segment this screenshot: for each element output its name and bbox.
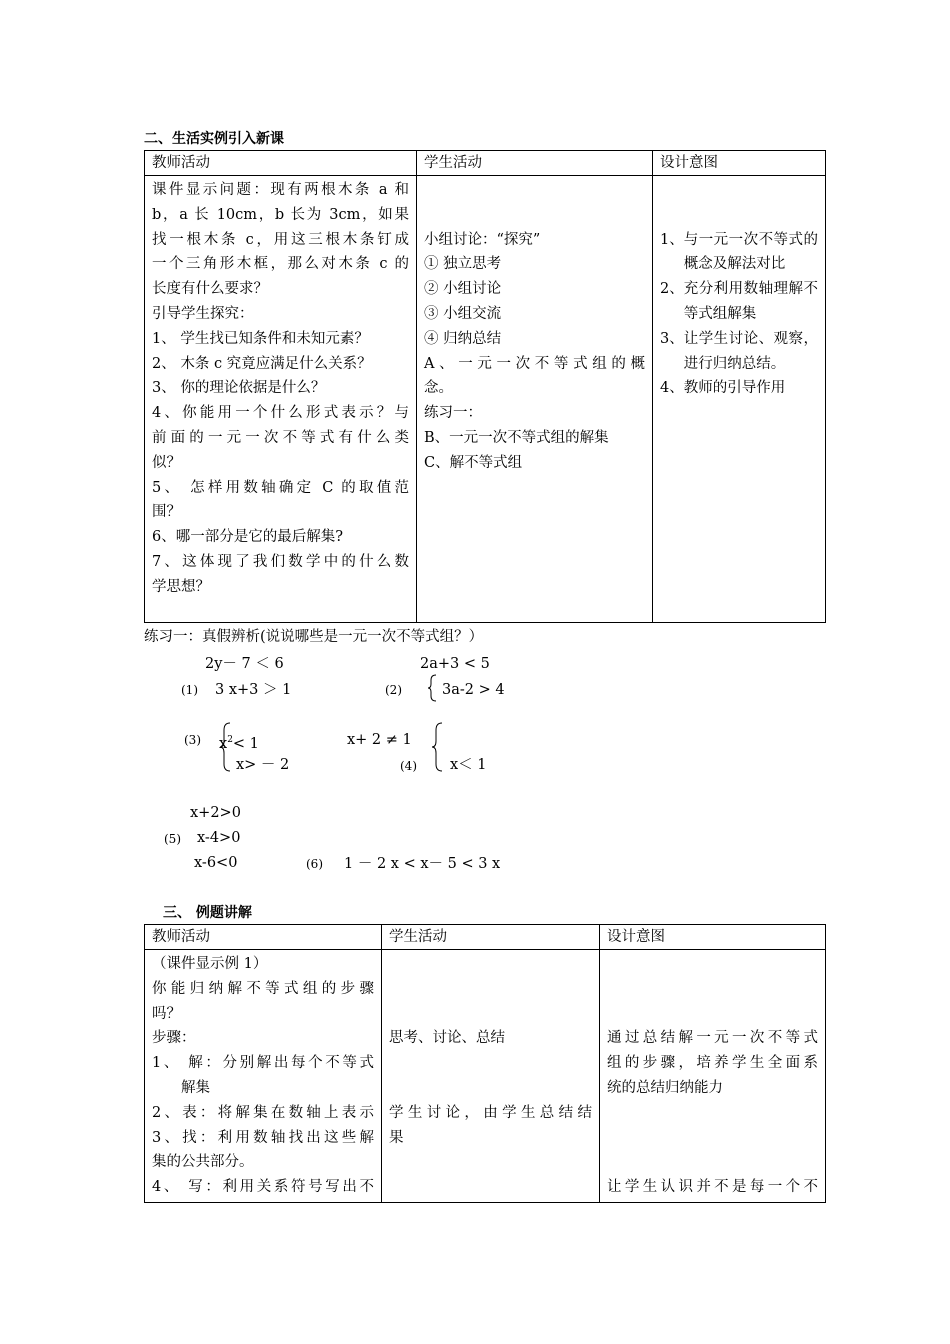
problem-1-line-1: 2y－ 7 ＜ 6 [205, 656, 284, 672]
section-2-table [144, 150, 826, 623]
text-line: 解集 [181, 1079, 210, 1096]
section-3-title: 三、 例题讲解 [163, 905, 252, 921]
text-line: 集的公共部分。 [152, 1154, 254, 1171]
list-item: 4、 教师的引导作用 [660, 380, 786, 397]
problem-5-line-3: x-6<0 [194, 855, 238, 871]
text-line: 让学生认识并不是每一个不 [607, 1179, 818, 1196]
table-row [145, 950, 826, 1203]
list-item: 1、 与一元一次不等式的概念及解法对比 [660, 231, 818, 273]
header-teacher-activity: 教师活动 [145, 151, 417, 176]
text-line: 通过总结解一元一次不等式 [607, 1030, 818, 1047]
text-line: 围？ [152, 504, 181, 521]
problem-4-line-1: x+ 2 ≠ 1 [347, 732, 412, 748]
header-student-activity: 学生活动 [417, 151, 653, 176]
teacher-activity-cell [145, 950, 382, 1203]
text-line: 你能归纳解不等式组的步骤 [152, 980, 374, 997]
exercise-title: 练习一：真假辨析(说说哪些是一元一次不等式组？） [144, 629, 484, 645]
text-line: 思考、讨论、总结 [389, 1030, 505, 1047]
problem-2-line-2: 3a-2 > 4 [442, 682, 505, 698]
text-line: 小组讨论：“探究” [424, 231, 541, 248]
table-header-row [145, 151, 826, 176]
text-line: 果 [389, 1129, 404, 1146]
text-line: 找一根木条 c，用这三根木条钉成 [152, 231, 409, 248]
design-intent-cell [600, 950, 826, 1203]
teacher-activity-cell [145, 176, 417, 623]
problem-5-line-2: x-4>0 [197, 830, 241, 846]
section-2-title: 二、生活实例引入新课 [144, 131, 284, 147]
text-line: 7、这体现了我们数学中的什么数 [152, 553, 409, 570]
text-line: 5、 怎样用数轴确定 C 的取值范 [152, 479, 409, 496]
problem-3-line-2: x> － 2 [236, 757, 290, 773]
header-design-intent: 设计意图 [653, 151, 826, 176]
problem-2-label: (2) [385, 683, 402, 697]
section-3-table [144, 924, 826, 1203]
text-line: 学生讨论，由学生总结结 [389, 1104, 592, 1121]
text-line: 长度有什么要求？ [152, 281, 268, 298]
header-student-activity: 学生活动 [382, 925, 600, 950]
text-line: 念。 [424, 380, 453, 397]
problem-1-label: (1) [181, 683, 198, 697]
problem-5-label: (5) [164, 832, 181, 846]
list-item: 3、 让学生讨论、观察，进行归纳总结。 [660, 330, 818, 372]
text-line: 课件显示问题：现有两根木条 a 和 [152, 182, 409, 198]
problem-3-line-1: $x^2< 1$ [219, 735, 259, 752]
problem-6-text: 1 － 2 x < x－ 5 < 3 x [344, 856, 501, 872]
text-line: 6、哪一部分是它的最后解集? [152, 529, 343, 546]
text-line: ② 小组讨论 [424, 281, 502, 298]
text-line: 1、 解：分别解出每个不等式 [152, 1055, 374, 1072]
table-row [145, 176, 826, 623]
text-line: ④ 归纳总结 [424, 330, 502, 347]
text-line: 2、 木条 c 究竟应满足什么关系？ [152, 355, 372, 372]
problem-3-label: (3) [184, 733, 201, 747]
text-line: 统的总结归纳能力 [607, 1079, 723, 1096]
text-line: 学思想？ [152, 578, 210, 595]
text-line: 3、 你的理论依据是什么？ [152, 380, 326, 397]
text-line: （课件显示例 1） [152, 956, 268, 972]
problem-4-line-2: x＜ 1 [450, 757, 487, 773]
problem-4-label: (4) [400, 759, 417, 773]
text-line: 引导学生探究： [152, 305, 254, 322]
text-line: 组的步骤，培养学生全面系 [607, 1055, 818, 1072]
problem-2-line-1: 2a+3 < 5 [420, 656, 490, 672]
text-line: 步骤： [152, 1030, 196, 1047]
text-line: B、一元一次不等式组的解集 [424, 429, 609, 446]
brace-icon [428, 674, 438, 702]
problem-6-label: (6) [306, 857, 323, 871]
text-line: ① 独立思考 [424, 256, 502, 273]
student-activity-cell [382, 950, 600, 1203]
text-line: 1、 学生找已知条件和未知元素？ [152, 330, 369, 347]
student-activity-cell [417, 176, 653, 623]
text-line: 前面的一元一次不等式有什么类 [152, 429, 409, 446]
text-line: 练习一： [424, 405, 482, 422]
text-line: 4、你能用一个什么形式表示？与 [152, 405, 409, 422]
text-line: 似？ [152, 454, 181, 471]
list-item: 2、 充分利用数轴理解不等式组解集 [660, 281, 818, 322]
text-line: 一个三角形木框，那么对木条 c 的 [152, 256, 409, 273]
header-design-intent: 设计意图 [600, 925, 826, 950]
text-line: C、解不等式组 [424, 454, 523, 471]
text-line: 2、表：将解集在数轴上表示 [152, 1104, 374, 1121]
brace-icon [432, 722, 444, 772]
problem-5-line-1: x+2>0 [190, 805, 241, 821]
text-line: 吗？ [152, 1005, 181, 1022]
problem-1-line-2: 3 x+3 ＞ 1 [215, 682, 292, 698]
design-intent-cell [653, 176, 826, 623]
text-line: A、一元一次不等式组的概 [424, 355, 645, 372]
text-line: b，a 长 10cm，b 长为 3cm，如果 [152, 206, 409, 223]
text-line: 3、找：利用数轴找出这些解 [152, 1129, 374, 1146]
text-line: 4、 写：利用关系符号写出不 [152, 1179, 374, 1196]
text-line: ③ 小组交流 [424, 305, 502, 322]
table-header-row [145, 925, 826, 950]
header-teacher-activity: 教师活动 [145, 925, 382, 950]
